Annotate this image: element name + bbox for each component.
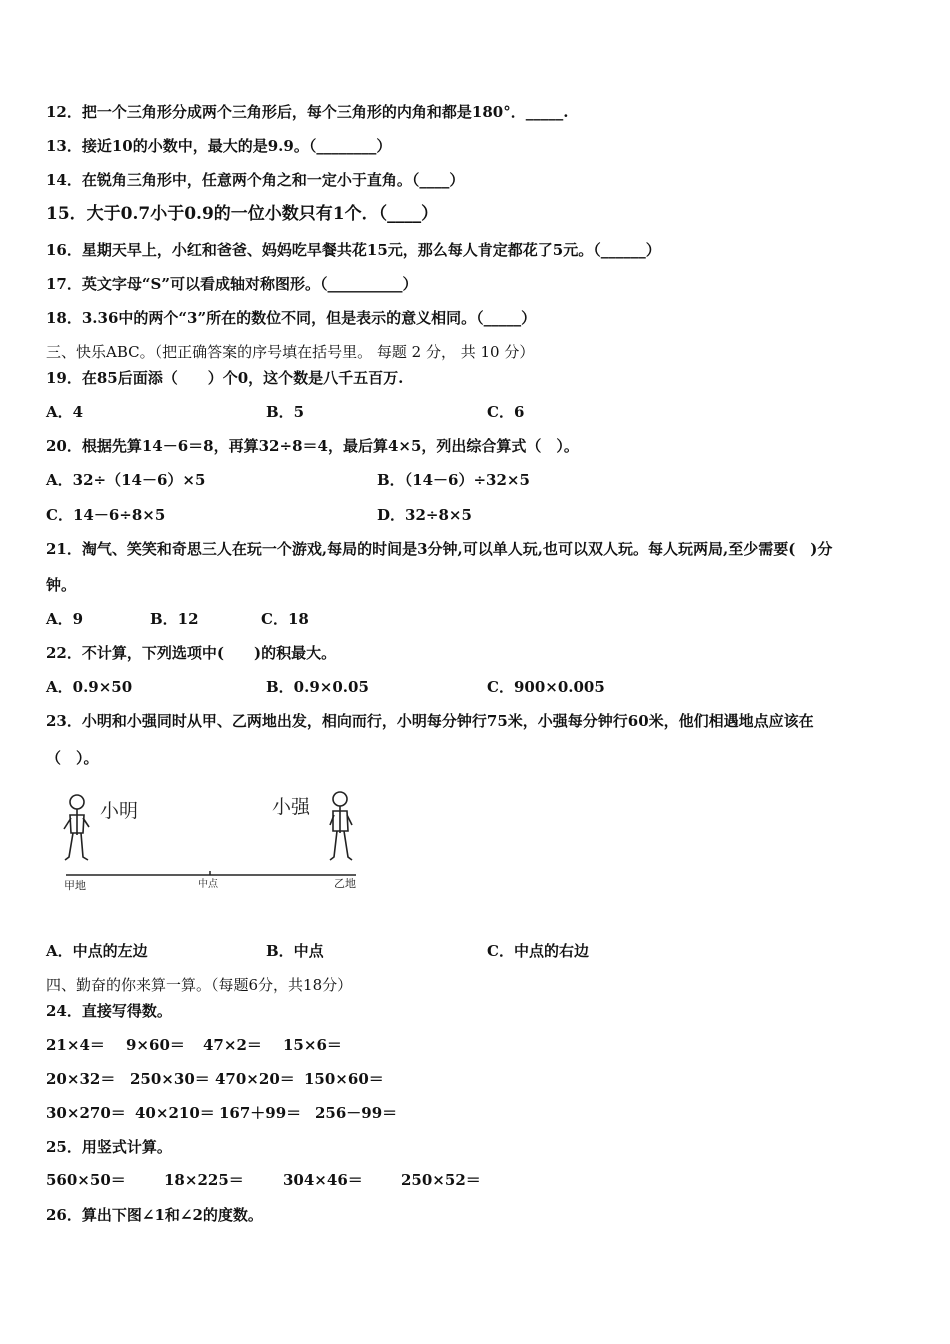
question-12: 12．把一个三角形分成两个三角形后，每个三角形的内角和都是180°．_____. [46,103,569,121]
question-14: 14．在锐角三角形中，任意两个角之和一定小于直角。（____） [46,171,465,189]
calc-item: 250×30＝ [130,1070,210,1088]
q21-option-b: B．12 [150,610,199,628]
question-19: 19．在85后面添（ ）个0，这个数是八千五百万. [46,369,404,387]
q20-option-c: C．14－6÷8×5 [46,506,166,524]
jia-point-label: 甲地 [64,879,86,892]
calc-item: 150×60＝ [304,1070,384,1088]
question-20: 20．根据先算14－6＝8，再算32÷8＝4，最后算4×5，列出综合算式（ ）。 [46,437,579,455]
q19-option-b: B．5 [266,403,305,421]
question-25: 25．用竖式计算。 [46,1138,172,1156]
question-21: 21．淘气、笑笑和奇思三人在玩一个游戏,每局的时间是3分钟,可以单人玩,也可以双人玩。每人玩两局,至少需要( )分 [46,540,833,558]
q22-option-c: C．900×0.005 [487,678,605,696]
question-23-cont: （ ）。 [46,749,99,767]
q19-option-c: C．6 [487,403,525,421]
vertical-calc-item: 560×50＝ [46,1171,126,1189]
vertical-calc-item: 250×52＝ [401,1171,481,1189]
question-16: 16．星期天早上，小红和爸爸、妈妈吃早餐共花15元，那么每人肯定都花了5元。（______） [46,241,661,259]
vertical-calc-item: 18×225＝ [164,1171,244,1189]
question-21-cont: 钟。 [46,576,77,594]
q21-option-a: A．9 [46,610,84,628]
calc-item: 15×6＝ [283,1036,342,1054]
question-22: 22．不计算，下列选项中( )的积最大。 [46,644,337,662]
q20-option-a: A．32÷（14－6）×5 [46,471,206,489]
question-26: 26．算出下图∠1和∠2的度数。 [46,1206,263,1224]
xiaoqiang-label: 小强 [272,796,311,818]
xiaoming-label: 小明 [100,800,139,822]
walking-figure [56,785,376,904]
calc-item: 256－99＝ [315,1104,398,1122]
q21-option-c: C．18 [261,610,309,628]
q19-option-a: A．4 [46,403,84,421]
calc-item: 40×210＝ [135,1104,215,1122]
calc-item: 9×60＝ [126,1036,185,1054]
question-13: 13．接近10的小数中，最大的是9.9。（________） [46,137,392,155]
question-17: 17．英文字母“S”可以看成轴对称图形。（__________） [46,275,418,293]
calc-item: 470×20＝ [215,1070,295,1088]
calc-item: 20×32＝ [46,1070,116,1088]
calc-item: 21×4＝ [46,1036,105,1054]
xiaoqiang-figure [330,792,352,860]
calc-item: 47×2＝ [203,1036,262,1054]
q23-option-a: A．中点的左边 [46,942,148,960]
xiaoming-figure [64,795,89,860]
q20-option-b: B．（14－6）÷32×5 [377,471,530,489]
section-3-heading: 三、快乐ABC。（把正确答案的序号填在括号里。 每题 2 分， 共 10 分） [46,343,535,361]
calc-item: 167＋99＝ [219,1104,302,1122]
q23-option-c: C．中点的右边 [487,942,589,960]
yi-point-label: 乙地 [334,877,356,890]
calc-item: 30×270＝ [46,1104,126,1122]
question-24: 24．直接写得数。 [46,1002,172,1020]
question-18: 18．3.36中的两个“3”所在的数位不同，但是表示的意义相同。（_____） [46,309,537,327]
q22-option-a: A．0.9×50 [46,678,133,696]
section-4-heading: 四、勤奋的你来算一算。（每题6分，共18分） [46,976,353,994]
midpoint-label: 中点 [198,879,218,890]
q23-option-b: B．中点 [266,942,324,960]
vertical-calc-item: 304×46＝ [283,1171,363,1189]
q20-option-d: D．32÷8×5 [377,506,472,524]
q22-option-b: B．0.9×0.05 [266,678,369,696]
question-23: 23．小明和小强同时从甲、乙两地出发，相向而行，小明每分钟行75米，小强每分钟行60米，他们相遇地点应该在 [46,712,814,730]
question-15: 15．大于0.7小于0.9的一位小数只有1个．（____） [46,204,439,224]
